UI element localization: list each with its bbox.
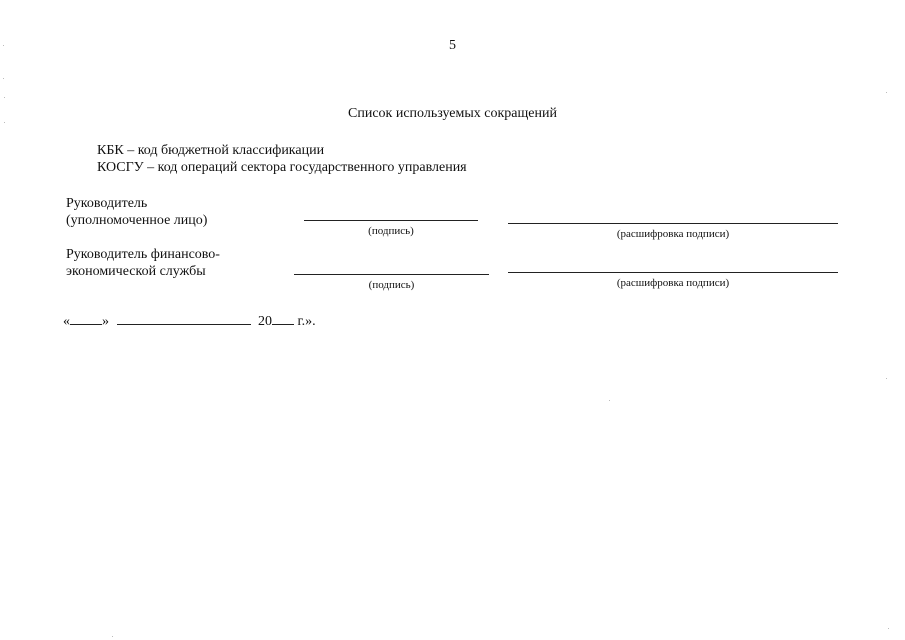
head-signature-caption: (подпись) [368, 225, 414, 237]
head-decoding-caption: (расшифровка подписи) [616, 228, 730, 240]
abbreviation-item: КОСГУ – код операций сектора государственного управления [97, 160, 467, 175]
year-blank [272, 312, 294, 325]
scan-speck [3, 45, 4, 46]
head-label-line1: Руководитель [66, 196, 148, 211]
date-close-quote: » [102, 314, 109, 329]
date-open-quote: « [63, 314, 70, 329]
month-blank [117, 312, 251, 325]
finance-head-decoding-caption: (расшифровка подписи) [616, 277, 730, 289]
finance-head-decoding-line [508, 272, 838, 273]
finance-head-signature-caption: (подпись) [368, 279, 415, 291]
head-decoding-line [508, 223, 838, 224]
year-prefix: 20 [258, 314, 272, 329]
head-label-line2: (уполномоченное лицо) [66, 213, 208, 228]
scan-speck [886, 378, 887, 379]
finance-head-signature-line [294, 274, 489, 275]
scan-speck [888, 628, 889, 629]
scan-speck [4, 122, 5, 123]
year-suffix: г.». [297, 314, 316, 329]
page-number: 5 [449, 38, 456, 53]
day-blank [70, 312, 102, 325]
date-line [63, 312, 316, 330]
scan-speck [886, 92, 887, 93]
scan-speck [609, 400, 610, 401]
abbreviations-title: Список используемых сокращений [348, 106, 557, 121]
scan-speck [3, 78, 4, 79]
abbreviation-item: КБК – код бюджетной классификации [97, 143, 325, 158]
scan-speck [112, 636, 113, 637]
finance-head-label-line2: экономической службы [66, 264, 206, 279]
scan-speck [4, 97, 5, 98]
head-signature-line [304, 220, 478, 221]
finance-head-label-line1: Руководитель финансово- [66, 247, 220, 262]
